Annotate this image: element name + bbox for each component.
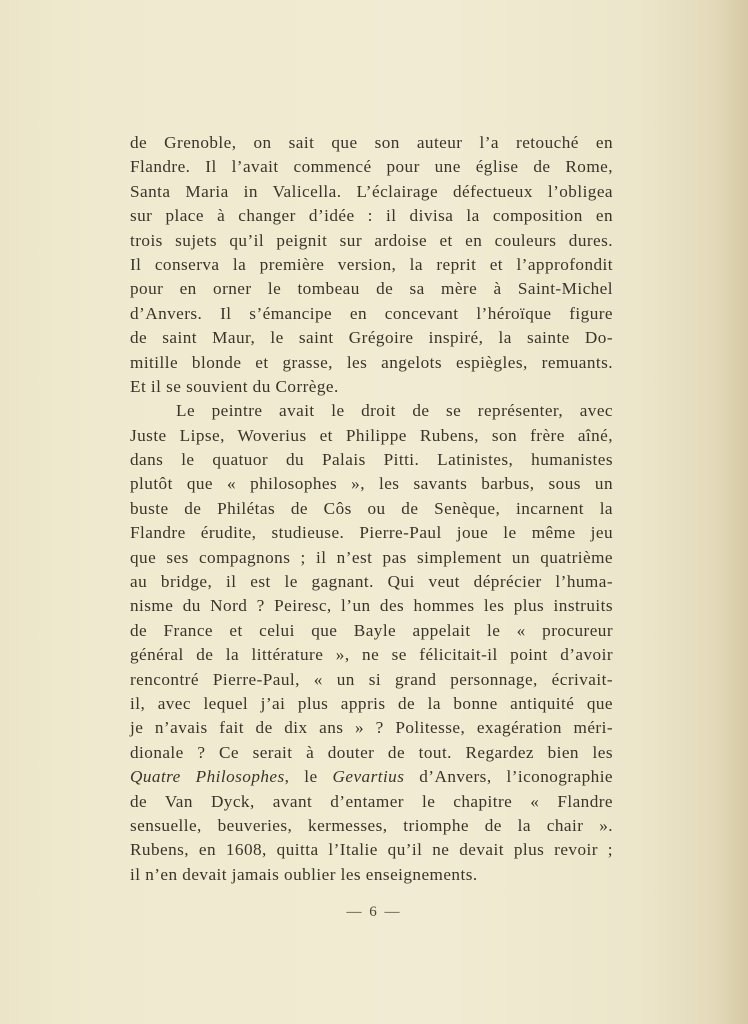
text-line: Le peintre avait le droit de se représenter, avec [176, 401, 613, 421]
text-line: de Van Dyck, avant d’entamer le chapitre « Flandre [130, 791, 613, 811]
text-line: de France et celui que Bayle appelait le « procureur [130, 620, 613, 640]
text-line: au bridge, il est le gagnant. Qui veut déprécier l’huma- [130, 572, 613, 592]
text-line: de Grenoble, on sait que son auteur l’a retouché en [130, 133, 613, 152]
text-line: mitille blonde et grasse, les angelots espiègles, remuants. [130, 352, 613, 372]
text-line: Flandre. Il l’avait commencé pour une église de Rome, [130, 157, 613, 177]
text-line: Et il se souvient du Corrège. [130, 376, 339, 396]
text-line: je n’avais fait de dix ans » ? Politesse, exagération méri- [130, 718, 613, 738]
page-number: — 6 — [346, 904, 402, 920]
text-line: sensuelle, beuveries, kermesses, triomphe de la chair ». [130, 815, 613, 835]
text-line: que ses compagnons ; il n’est pas simplement un quatrième [130, 547, 613, 567]
text-line: Il conserva la première version, la reprit et l’approfondit [130, 254, 613, 274]
text-line: il n’en devait jamais oublier les enseignements. [130, 864, 478, 884]
text-line: nisme du Nord ? Peiresc, l’un des hommes les plus instruits [130, 596, 613, 616]
text-line: pour en orner le tombeau de sa mère à Saint-Michel [130, 279, 613, 299]
text-fragment: , le [284, 767, 333, 787]
text-line: trois sujets qu’il peignit sur ardoise et en couleurs dures. [130, 230, 613, 250]
text-line: Rubens, en 1608, quitta l’Italie qu’il ne devait plus revoir ; [130, 840, 613, 860]
artwork-title: Gevartius [332, 767, 405, 787]
body-text [130, 131, 613, 887]
text-line: de saint Maur, le saint Grégoire inspiré, la sainte Do- [130, 328, 613, 348]
text-line: d’Anvers. Il s’émancipe en concevant l’héroïque figure [130, 303, 613, 323]
text-line-with-titles [130, 765, 613, 789]
artwork-title: Quatre Philosophes [130, 767, 285, 787]
text-line: dionale ? Ce serait à douter de tout. Regardez bien les [130, 742, 613, 762]
text-line: il, avec lequel j’ai plus appris de la bonne antiquité que [130, 693, 613, 713]
text-line: général de la littérature », ne se félicitait-il point d’avoir [130, 645, 613, 665]
paragraph-1 [130, 131, 613, 399]
text-line: buste de Philétas de Côs ou de Senèque, incarnent la [130, 498, 613, 518]
text-fragment: d’Anvers, l’iconographie [404, 767, 613, 787]
text-line: Flandre érudite, studieuse. Pierre-Paul joue le même jeu [130, 523, 613, 543]
paragraph-2 [130, 399, 613, 887]
text-line: rencontré Pierre-Paul, « un si grand personnage, écrivait- [130, 669, 613, 689]
text-line: Juste Lipse, Woverius et Philippe Rubens, son frère aîné, [130, 425, 613, 445]
text-line: Santa Maria in Valicella. L’éclairage défectueux l’obligea [130, 181, 613, 201]
text-line: plutôt que « philosophes », les savants barbus, sous un [130, 474, 613, 494]
text-line: sur place à changer d’idée : il divisa la composition en [130, 206, 613, 226]
text-line: dans le quatuor du Palais Pitti. Latinistes, humanistes [130, 450, 613, 470]
